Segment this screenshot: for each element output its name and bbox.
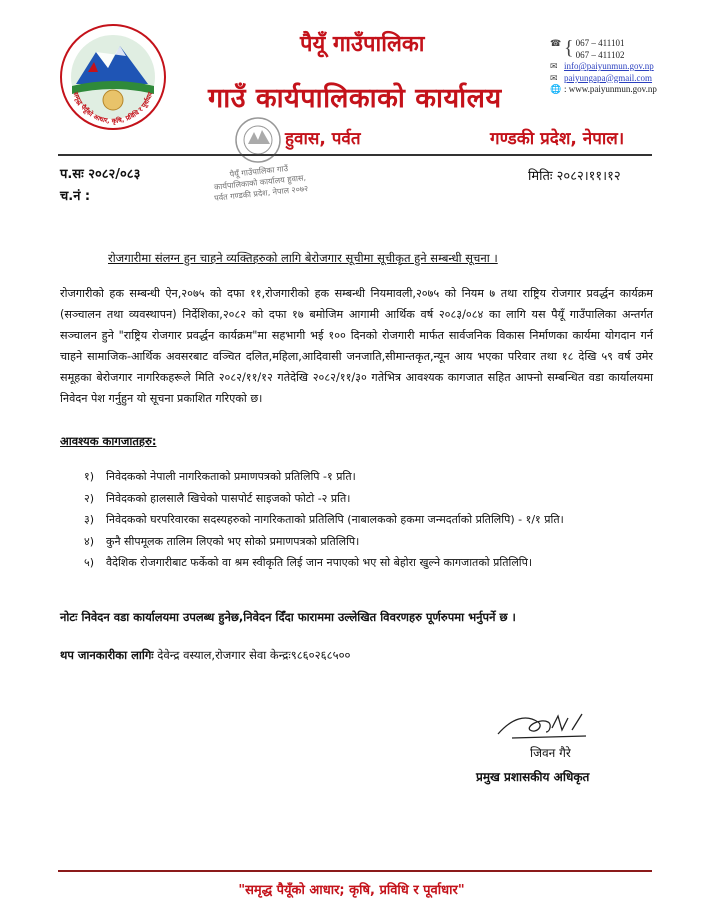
stamp-text: पैयूँ गाउँपालिका गाउँ कार्यपालिकाको कार्यालय हुवास, पर्वत गण्डकी प्रदेश, नेपाल २०७२ — [213, 164, 309, 203]
globe-icon: 🌐 — [550, 84, 562, 94]
dispatch-number: च.नं : — [60, 189, 91, 204]
signature-mark — [492, 708, 592, 742]
list-item-text: निवेदकको नेपाली नागरिकताको प्रमाणपत्रको प्रतिलिपि -१ प्रति। — [106, 470, 356, 483]
list-item-text: कुनै सीपमूलक तालिम लिएको भए सोको प्रमाणपत्रको प्रतिलिपि। — [106, 534, 360, 548]
list-item-text: निवेदकको हालसालै खिचेको पासपोर्ट साइजको फोटो -२ प्रति। — [106, 491, 351, 505]
email-link-2[interactable]: paiyungapa@gmail.com — [564, 72, 653, 83]
email-row-2 — [550, 73, 657, 85]
requirements-heading: आवश्यक कागजातहरु: — [60, 434, 157, 448]
note-text: नोटः निवेदन वडा कार्यालयमा उपलब्ध हुनेछ,निवेदन दिँदा फाराममा उल्लेखित विवरणहरु पूर्णरुपमा भर्नुपर्ने छ । — [60, 610, 516, 624]
list-item — [84, 552, 654, 574]
contact-block — [550, 38, 657, 96]
footer-motto: "समृद्ध पैयूँको आधार; कृषि, प्रविधि र पूर्वाधार" — [238, 883, 465, 898]
more-info-text: देवेन्द्र वस्याल,रोजगार सेवा केन्द्रः९८६०२६८५०० — [153, 648, 351, 662]
list-item-number: ३) — [84, 513, 95, 526]
signer-designation: प्रमुख प्रशासकीय अधिकृत — [476, 770, 590, 784]
header-divider — [58, 154, 652, 156]
more-info — [60, 648, 351, 663]
website-row — [550, 84, 657, 96]
list-item-number: ४) — [84, 534, 95, 548]
list-item — [84, 509, 654, 531]
mail-icon: ✉ — [550, 61, 558, 71]
brace-icon: { — [564, 37, 574, 59]
email-link-1[interactable]: info@paiyunmun.gov.np — [564, 61, 654, 71]
office-subtitle: गाउँ कार्यपालिकाको कार्यालय — [208, 83, 502, 114]
phone-row — [550, 38, 657, 61]
list-item-number: १) — [84, 470, 95, 483]
list-item-text: वैदेशिक रोजगारीबाट फर्केको वा श्रम स्वीकृति लिई जान नपाएको भए सो बेहोरा खुल्ने कागजातको प्रतिलिपि। — [106, 556, 533, 569]
reference-number: प.सः २०८२/०८३ — [60, 167, 141, 182]
office-province: गण्डकी प्रदेश, नेपाल। — [490, 129, 625, 149]
list-item — [84, 466, 654, 488]
notice-body: रोजगारीको हक सम्बन्धी ऐन,२०७५ को दफा ११,रोजगारीको हक सम्बन्धी नियमावली,२०७५ को नियम ७ तथा राष्ट्रिय रोजगार प्रवर्द्धन कार्यक्रम (सञ्चालन तथा व्यवस्थापन) निर्देशिका,२०८२ को दफा १७ बमोजिम आगामी आर्थिक वर्ष २०८३/०८४ का लागि यस पैयूँ गाउँपालिका अन्तर्गत सञ्चालन हुने "राष्ट्रिय रोजगार प्रवर्द्धन कार्यक्रम"मा सहभागी भई १०० दिनको रोजगारी मार्फत सार्वजनिक विकास निर्माणका कार्यमा योगदान गर्न चाहने सामाजिक-आर्थिक अवसरबाट वञ्चित दलित,महिला,आदिवासी जनजाति,सीमान्तकृत,न्यून आय भएका परिवार तथा १८ देखि ५९ वर्ष उमेर समूहका बेरोजगार नागरिकहरूले मिति २०८२/११/१२ गतेदेखि २०८२/११/३० गतेभित्र आवश्यक कागजात सहित आफ्नो सम्बन्धित वडा कार्यालयमा निवेदन पेश गर्नुहुन यो सूचना प्रकाशित गरिएको छ। — [60, 287, 653, 405]
phone-icon: ☎ — [550, 38, 562, 48]
notice-date: मितिः २०८२।११।१२ — [528, 169, 621, 184]
phone-number-1: 067 – 411101 — [575, 38, 625, 48]
logo-caption: समृद्ध पैयूँको आधार, कृषि, प्रविधि र पूर्वाधार — [71, 91, 155, 126]
requirements-list — [84, 466, 654, 574]
footer-divider — [58, 870, 652, 872]
notice-subject: रोजगारीमा संलग्न हुन चाहने व्यक्तिहरुको लागि बेरोजगार सूचीमा सूचीकृत हुने सम्बन्धी सूचना । — [108, 251, 498, 265]
list-item-number: ५) — [84, 556, 95, 569]
list-item — [84, 531, 654, 553]
list-item — [84, 488, 654, 510]
municipality-logo — [58, 22, 168, 132]
list-item-text: निवेदकको घरपरिवारका सदस्यहरुको नागरिकताको प्रतिलिपि (नाबालकको हकमा जन्मदर्ताको प्रतिलिपि) - १/१ प्रति। — [106, 513, 564, 526]
list-item-number: २) — [84, 491, 95, 505]
mail-icon: ✉ — [550, 72, 558, 83]
more-info-label: थप जानकारीका लागिः — [60, 648, 154, 662]
email-row-1 — [550, 61, 657, 73]
signer-name: जिवन गैरे — [530, 746, 571, 760]
office-place: हुवास, पर्वत — [285, 129, 361, 149]
office-name: पैयूँ गाउँपालिका — [300, 32, 425, 57]
phone-number-2: 067 – 411102 — [575, 49, 625, 60]
website-text[interactable]: : www.paiyunmun.gov.np — [564, 84, 657, 94]
